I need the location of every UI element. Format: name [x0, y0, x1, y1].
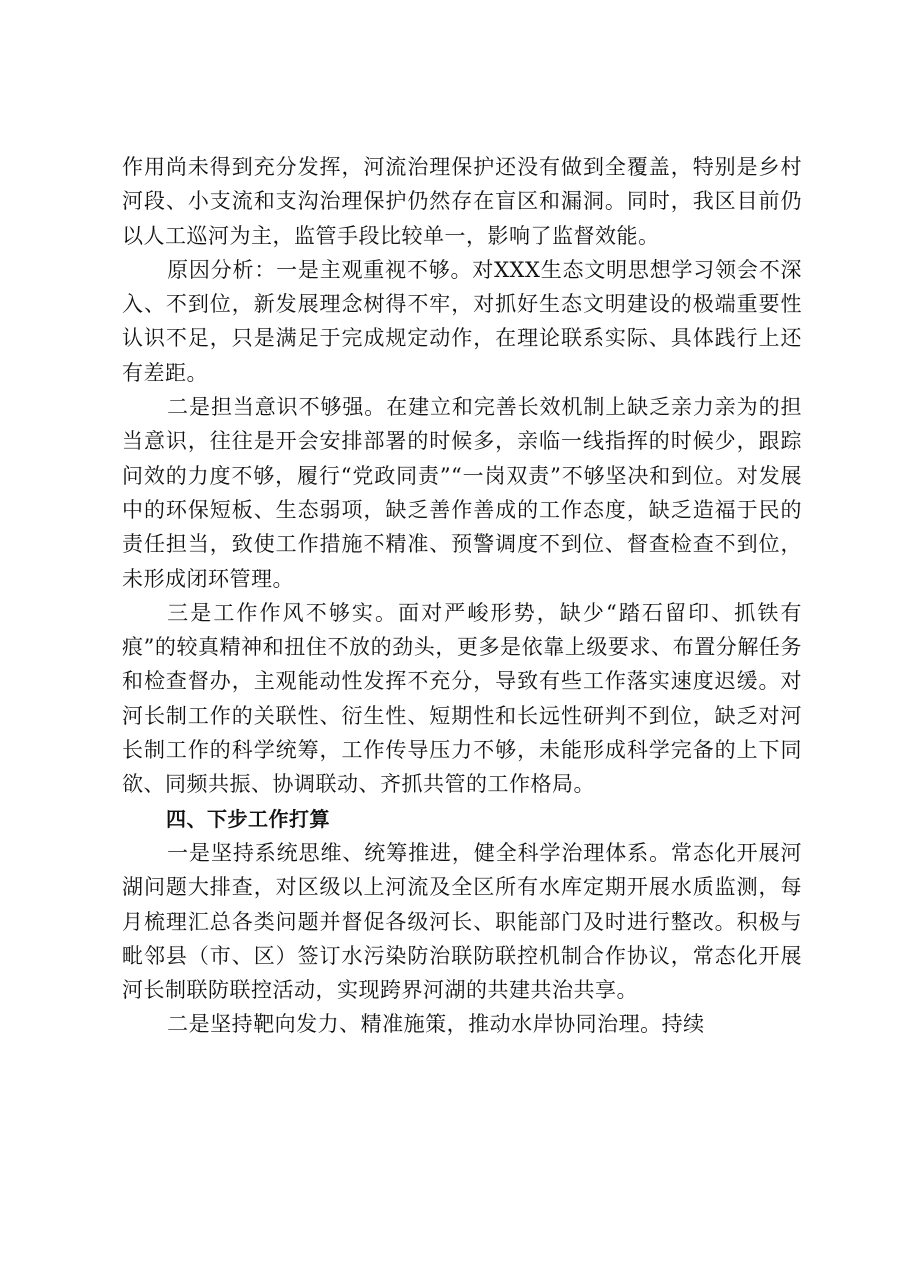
paragraph-plan-2: 二是坚持靶向发力、精准施策，推动水岸协同治理。持续 — [167, 1012, 705, 1037]
paragraph-cause-analysis: 原因分析：一是主观重视不够。对XXX生态文明思想学习领会不深入、不到位，新发展理念树得不牢，对抓好生态文明建设的极端重要性认识不足，只是满足于完成规定动作，在理论联系实际、具体践行上还有差距。 — [122, 257, 802, 385]
paragraph-responsibility: 二是担当意识不够强。在建立和完善长效机制上缺乏亲力亲为的担当意识，往往是开会安排部署的时候多，亲临一线指挥的时候少，跟踪问效的力度不够，履行“党政同责”“一岗双责”不够坚决和到位。对发展中的环保短板、生态弱项，缺乏善作善成的工作态度，缺乏造福于民的责任担当，致使工作措施不精准、预警调度不到位、督查检查不到位，未形成闭环管理。 — [122, 395, 802, 591]
document-body — [122, 150, 802, 1042]
section-heading: 四、下步工作打算 — [166, 806, 330, 831]
paragraph-continuation: 作用尚未得到充分发挥，河流治理保护还没有做到全覆盖，特别是乡村河段、小支流和支沟治理保护仍然存在盲区和漏洞。同时，我区目前仍以人工巡河为主，监管手段比较单一，影响了监督效能。 — [122, 155, 802, 248]
paragraph-work-style: 三是工作作风不够实。面对严峻形势，缺少“踏石留印、抓铁有痕”的较真精神和扭住不放的劲头，更多是依靠上级要求、布置分解任务和检查督办，主观能动性发挥不充分，导致有些工作落实速度迟缓。对河长制工作的关联性、衍生性、短期性和长远性研判不到位，缺乏对河长制工作的科学统筹，工作传导压力不够，未能形成科学完备的上下同欲、同频共振、协调联动、齐抓共管的工作格局。 — [122, 600, 802, 797]
paragraph-plan-1: 一是坚持系统思维、统筹推进，健全科学治理体系。常态化开展河湖问题大排查，对区级以上河流及全区所有水库定期开展水质监测，每月梳理汇总各类问题并督促各级河长、职能部门及时进行整改。积极与毗邻县（市、区）签订水污染防治联防联控机制合作协议，常态化开展河长制联防联控活动，实现跨界河湖的共建共治共享。 — [122, 840, 802, 1003]
